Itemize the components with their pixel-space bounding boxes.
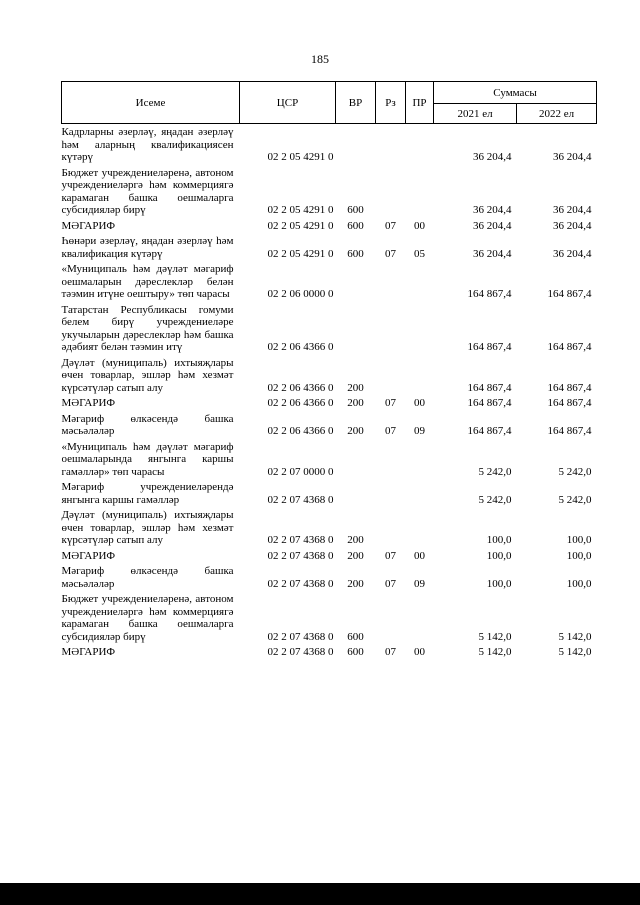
row-rz-code: [376, 507, 406, 548]
row-name: МӘГАРИФ: [61, 549, 116, 562]
row-amount-2021: 5 142,0: [478, 646, 512, 658]
row-pr-code: [406, 479, 434, 507]
table-row: [62, 563, 597, 591]
row-vr-code: 200: [347, 425, 364, 437]
row-vr-code: [336, 124, 376, 165]
row-rz-code: [376, 302, 406, 355]
row-pr-code: 09: [414, 577, 425, 590]
row-pr-code: [406, 591, 434, 644]
row-pr-code: [406, 302, 434, 355]
table-row: [62, 261, 597, 302]
row-name: Һөнәри әзерләү, яңадан әзерләү һәм квалификация күтәрү: [61, 235, 234, 260]
table-row: [62, 644, 597, 660]
table-row: [62, 439, 597, 480]
row-amount-2022: 36 204,4: [553, 151, 592, 163]
row-rz-code: 07: [385, 549, 396, 562]
row-csr-code: 02 2 06 4366 0: [267, 425, 334, 437]
row-amount-2021: 100,0: [486, 549, 512, 562]
row-vr-code: [336, 261, 376, 302]
row-rz-code: 07: [385, 219, 396, 232]
row-amount-2022: 100,0: [566, 577, 592, 590]
table-row: [62, 395, 597, 411]
header-rz: Рз: [376, 82, 406, 124]
row-vr-code: [336, 479, 376, 507]
row-pr-code: [406, 439, 434, 480]
row-csr-code: 02 2 07 4368 0: [267, 534, 334, 546]
row-rz-code: [376, 261, 406, 302]
table-row: [62, 165, 597, 218]
row-amount-2022: 5 242,0: [558, 493, 592, 506]
row-vr-code: 600: [347, 630, 364, 643]
row-vr-code: 200: [347, 381, 364, 394]
row-name: «Муниципаль һәм дәүләт мәгариф оешмаларында янгынга каршы гамәлләр» төп чарасы: [61, 440, 234, 478]
row-pr-code: [406, 124, 434, 165]
row-csr-code: 02 2 05 4291 0: [267, 247, 334, 260]
row-name: Дәүләт (муниципаль) ихтыяҗлары өчен товарлар, эшләр һәм хезмәт күрсәтүләр сатып алу: [61, 356, 234, 394]
row-csr-code: 02 2 07 4368 0: [267, 630, 334, 643]
row-amount-2022: 5 142,0: [558, 646, 592, 658]
row-vr-code: 200: [347, 534, 364, 546]
table-row: [62, 124, 597, 165]
row-name: Мәгариф учреждениеләрендә янгынга каршы гамәлләр: [61, 481, 234, 506]
header-name: Исеме: [62, 82, 240, 124]
row-amount-2021: 100,0: [486, 534, 512, 546]
row-amount-2022: 164 867,4: [547, 381, 592, 394]
header-year-2022: 2022 ел: [517, 104, 597, 124]
row-vr-code: 200: [347, 397, 364, 409]
row-amount-2022: 36 204,4: [553, 247, 592, 260]
row-name: МӘГАРИФ: [61, 397, 116, 409]
row-rz-code: 07: [385, 425, 396, 437]
table-row: [62, 302, 597, 355]
table-row: [62, 591, 597, 644]
row-amount-2021: 5 242,0: [478, 493, 512, 506]
row-vr-code: [336, 439, 376, 480]
header-year-2021: 2021 ел: [434, 104, 517, 124]
row-pr-code: 00: [414, 646, 425, 658]
row-csr-code: 02 2 05 4291 0: [267, 151, 334, 163]
row-name: «Муниципаль һәм дәүләт мәгариф оешмаларын дәреслекләр белән тәэмин итүне оештыру» төп чарасы: [61, 263, 234, 300]
row-rz-code: [376, 591, 406, 644]
row-pr-code: [406, 165, 434, 218]
row-csr-code: 02 2 07 4368 0: [267, 646, 334, 658]
row-name: Кадрларны әзерләү, яңадан әзерләү һәм аларның квалификациясен күтәрү: [61, 126, 234, 163]
row-pr-code: 09: [414, 425, 425, 437]
row-vr-code: 600: [347, 247, 364, 260]
row-rz-code: 07: [385, 397, 396, 409]
row-amount-2022: 164 867,4: [547, 425, 592, 437]
row-amount-2022: 164 867,4: [547, 397, 592, 409]
row-amount-2021: 5 242,0: [478, 465, 512, 478]
row-amount-2022: 5 142,0: [558, 630, 592, 643]
row-amount-2021: 5 142,0: [478, 630, 512, 643]
row-amount-2021: 36 204,4: [473, 151, 512, 163]
row-amount-2022: 100,0: [566, 549, 592, 562]
row-vr-code: 600: [347, 219, 364, 232]
row-csr-code: 02 2 06 4366 0: [267, 397, 334, 409]
row-csr-code: 02 2 06 0000 0: [267, 288, 334, 300]
table-row: [62, 548, 597, 564]
row-csr-code: 02 2 07 4368 0: [267, 493, 334, 506]
row-amount-2021: 100,0: [486, 577, 512, 590]
row-vr-code: 200: [347, 577, 364, 590]
row-vr-code: [336, 302, 376, 355]
row-name: Мәгариф өлкәсендә башка мәсьәләләр: [61, 565, 234, 590]
row-amount-2021: 164 867,4: [467, 397, 512, 409]
row-csr-code: 02 2 05 4291 0: [267, 204, 334, 216]
row-csr-code: 02 2 07 4368 0: [267, 577, 334, 590]
row-amount-2022: 164 867,4: [547, 288, 592, 300]
row-rz-code: [376, 439, 406, 480]
row-name: Бюджет учреждениеләренә, автоном учреждениеләргә һәм коммерциягә карамаган башка оешмаларга субсидияләр бирү: [61, 593, 234, 643]
header-pr: ПР: [406, 82, 434, 124]
row-csr-code: 02 2 06 4366 0: [267, 341, 334, 353]
table-header: [62, 82, 597, 124]
row-vr-code: 600: [347, 646, 364, 658]
row-name: МӘГАРИФ: [61, 219, 116, 232]
page-number: 185: [311, 52, 329, 66]
table-row: [62, 218, 597, 234]
row-pr-code: 05: [414, 247, 425, 260]
row-amount-2021: 164 867,4: [467, 381, 512, 394]
row-csr-code: 02 2 07 0000 0: [267, 465, 334, 478]
row-name: Дәүләт (муниципаль) ихтыяҗлары өчен товарлар, эшләр һәм хезмәт күрсәтүләр сатып алу: [61, 509, 234, 546]
table-body: [62, 124, 597, 660]
row-rz-code: [376, 355, 406, 396]
row-name: МӘГАРИФ: [61, 646, 116, 658]
row-amount-2021: 36 204,4: [473, 219, 512, 232]
row-amount-2022: 100,0: [566, 534, 592, 546]
row-name: Бюджет учреждениеләренә, автоном учреждениеләргә һәм коммерциягә карамаган башка оешмаларга субсидияләр бирү: [61, 166, 234, 216]
row-pr-code: 00: [414, 549, 425, 562]
row-csr-code: 02 2 07 4368 0: [267, 549, 334, 562]
row-amount-2022: 36 204,4: [553, 219, 592, 232]
table-row: [62, 355, 597, 396]
budget-table: [61, 81, 597, 660]
row-amount-2022: 164 867,4: [547, 341, 592, 353]
row-pr-code: [406, 355, 434, 396]
row-name: Татарстан Республикасы гомуми белем бирү учреждениеләре укучыларын дәреслекләр һәм башка әдәбият белән тәэмин итү: [61, 303, 234, 353]
row-amount-2021: 164 867,4: [467, 341, 512, 353]
table-row: [62, 411, 597, 439]
header-csr: ЦСР: [240, 82, 336, 124]
row-rz-code: [376, 165, 406, 218]
row-rz-code: 07: [385, 577, 396, 590]
header-vr: ВР: [336, 82, 376, 124]
row-pr-code: [406, 507, 434, 548]
row-name: Мәгариф өлкәсендә башка мәсьәләләр: [61, 412, 234, 437]
table-row: [62, 507, 597, 548]
row-pr-code: 00: [414, 219, 425, 232]
row-pr-code: [406, 261, 434, 302]
row-amount-2021: 164 867,4: [467, 288, 512, 300]
table-row: [62, 479, 597, 507]
table-row: [62, 233, 597, 261]
row-amount-2021: 164 867,4: [467, 425, 512, 437]
row-rz-code: [376, 479, 406, 507]
scan-bottom-border: [0, 883, 640, 905]
row-amount-2021: 36 204,4: [473, 204, 512, 216]
row-rz-code: 07: [385, 646, 396, 658]
row-rz-code: 07: [385, 247, 396, 260]
row-vr-code: 600: [347, 204, 364, 216]
row-csr-code: 02 2 06 4366 0: [267, 381, 334, 394]
row-rz-code: [376, 124, 406, 165]
header-sums: Суммасы: [434, 82, 597, 104]
row-csr-code: 02 2 05 4291 0: [267, 219, 334, 232]
row-amount-2022: 5 242,0: [558, 465, 592, 478]
row-amount-2021: 36 204,4: [473, 247, 512, 260]
row-vr-code: 200: [347, 549, 364, 562]
row-amount-2022: 36 204,4: [553, 204, 592, 216]
row-pr-code: 00: [414, 397, 425, 409]
